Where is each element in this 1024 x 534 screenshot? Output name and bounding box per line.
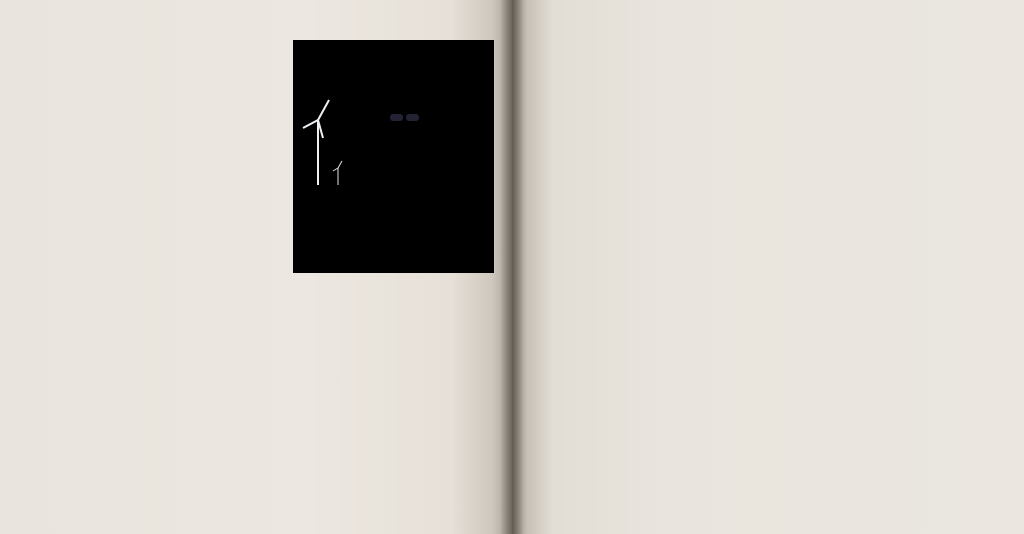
author-photo (293, 40, 494, 273)
book-gutter (500, 0, 524, 534)
author-photo-illustration (293, 40, 494, 273)
right-page (512, 0, 1024, 534)
